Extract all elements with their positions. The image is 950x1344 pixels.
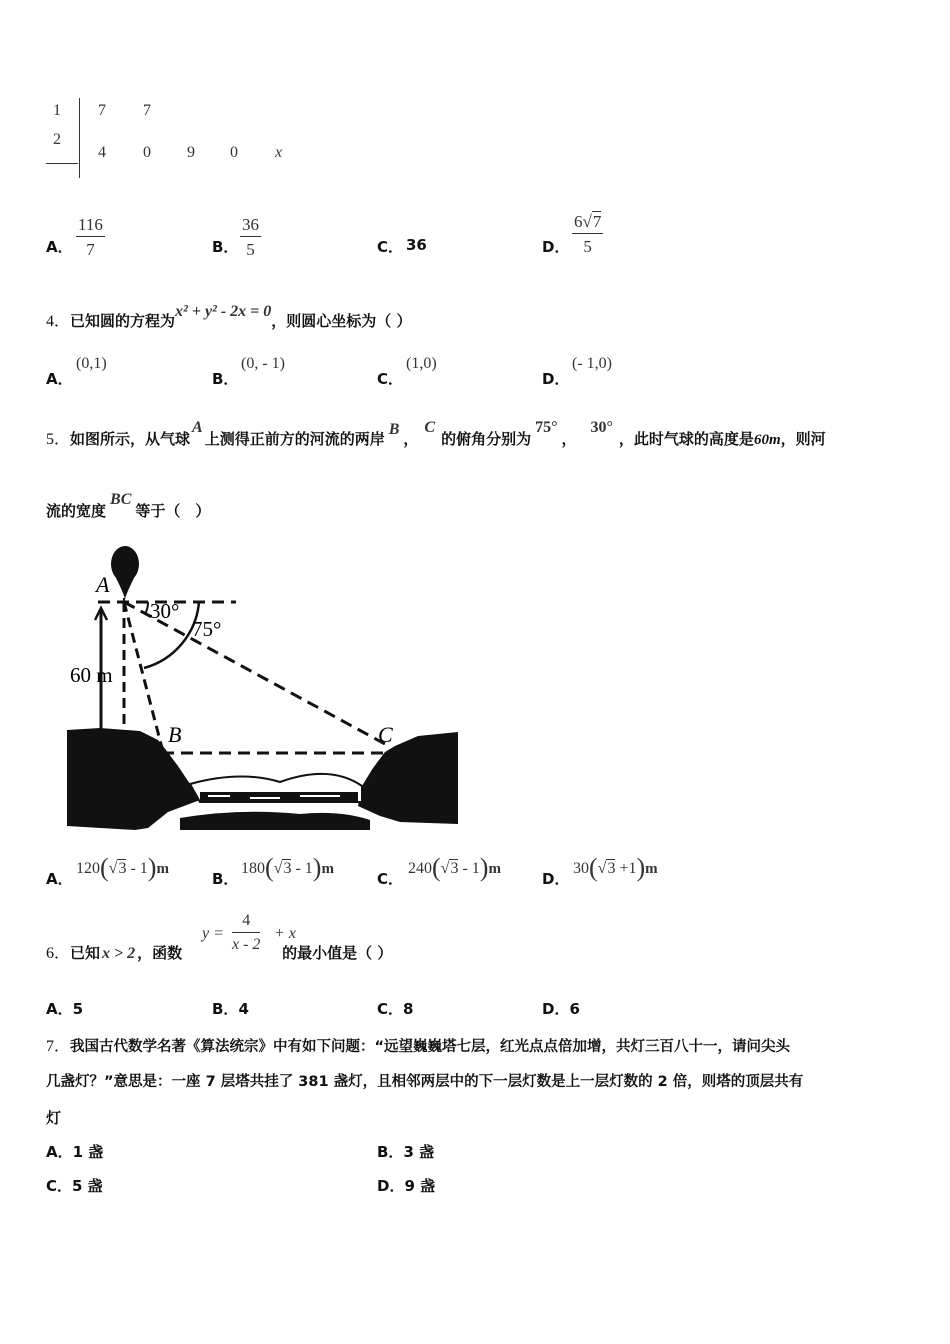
label-A: A	[96, 572, 110, 597]
q3-option-b-fraction: $\frac{36}{5}$	[242, 215, 259, 259]
q5-option-a-label: A．	[46, 870, 73, 888]
q6-func-fraction: $\frac{4}{x - 2}$	[232, 912, 261, 953]
q4-option-c-value: (1,0)	[406, 355, 437, 372]
sight-line-C	[124, 602, 385, 744]
q4-option-a-value: (0,1)	[76, 355, 107, 372]
q6-option-b: B．4	[212, 1000, 249, 1018]
leaf: 0	[143, 144, 151, 161]
balloon-river-figure	[40, 538, 470, 838]
q5-question-line2: 流的宽度BC等于（ ）	[46, 491, 211, 520]
q5-option-d-label: D．	[542, 870, 570, 888]
q5-question-line1: 5．如图所示，从气球A上测得正前方的河流的两岸B，C的俯角分别为75°，30°，此时气球的高度是60m，则河	[46, 419, 826, 448]
q4-option-c-label: C．	[377, 370, 404, 388]
q7-option-d: D．9 盏	[377, 1177, 436, 1195]
q3-option-c-value: 36	[406, 236, 427, 254]
stem-underline	[46, 163, 78, 164]
q6-option-d: D．6	[542, 1000, 580, 1018]
q6-option-c: C．8	[377, 1000, 414, 1018]
q6-option-a: A．5	[46, 1000, 84, 1018]
balloon-icon	[111, 546, 139, 582]
leaf: 9	[187, 144, 195, 161]
q7-question-line1: 7．我国古代数学名著《算法统宗》中有如下问题：“远望巍巍塔七层，红光点点倍加增，共灯三百八十一，请问尖头	[46, 1038, 791, 1055]
q6-func-lhs: y =	[202, 925, 224, 942]
label-height: 60 m	[70, 663, 113, 687]
q4-option-d-value: (- 1,0)	[572, 355, 612, 372]
label-C: C	[378, 722, 393, 747]
q4-equation: x² + y² - 2x = 0	[175, 303, 272, 320]
balloon-tail	[116, 578, 134, 600]
right-riverbank	[358, 732, 458, 824]
q3-option-c-label: C．	[377, 238, 404, 256]
q3-option-d-fraction: $\frac{6√7}{5}$	[574, 212, 602, 256]
label-B: B	[168, 722, 182, 747]
stem-divider	[79, 98, 80, 178]
sight-line-B	[124, 602, 162, 748]
q5-option-b-value: 180(√3 - 1)m	[241, 853, 334, 882]
q4-option-b-value: (0, - 1)	[241, 355, 285, 372]
q6-func-tail: + x	[274, 925, 296, 942]
q4-option-b-label: B．	[212, 370, 239, 388]
q5-option-a-value: 120(√3 - 1)m	[76, 853, 169, 882]
label-angle-75: 75°	[192, 617, 222, 641]
q7-option-c: C．5 盏	[46, 1177, 103, 1195]
q7-option-a: A．1 盏	[46, 1143, 104, 1161]
q7-question-line3: 灯	[46, 1109, 62, 1127]
q5-option-d-value: 30(√3 +1)m	[573, 853, 658, 882]
q4-question: 4．已知圆的方程为x² + y² - 2x = 0，则圆心坐标为（ ）	[46, 303, 412, 330]
q3-option-b-label: B．	[212, 238, 239, 256]
q3-option-d-label: D．	[542, 238, 570, 256]
q7-question-line2: 几盏灯？”意思是：一座 7 层塔共挂了 381 盏灯，且相邻两层中的下一层灯数是上一层灯数的 2 倍，则塔的顶层共有	[46, 1074, 804, 1090]
q6-question: 6．已知 x > 2 ，函数 的最小值是（ ）	[46, 944, 393, 962]
q3-option-a-label: A．	[46, 238, 73, 256]
stem-1: 1	[53, 102, 61, 119]
q4-option-d-label: D．	[542, 370, 570, 388]
q3-option-a-fraction: $\frac{116}{7}$	[78, 215, 103, 259]
leaf: 4	[98, 144, 106, 161]
q5-option-c-value: 240(√3 - 1)m	[408, 853, 501, 882]
leaf: 7	[143, 102, 151, 119]
leaf-x: x	[275, 144, 283, 161]
label-angle-30: 30°	[150, 599, 180, 623]
leaf: 7	[98, 102, 106, 119]
stem-2: 2	[53, 131, 61, 148]
leaf: 0	[230, 144, 238, 161]
q5-option-c-label: C．	[377, 870, 404, 888]
q5-option-b-label: B．	[212, 870, 239, 888]
q7-option-b: B．3 盏	[377, 1143, 435, 1161]
q4-option-a-label: A．	[46, 370, 73, 388]
